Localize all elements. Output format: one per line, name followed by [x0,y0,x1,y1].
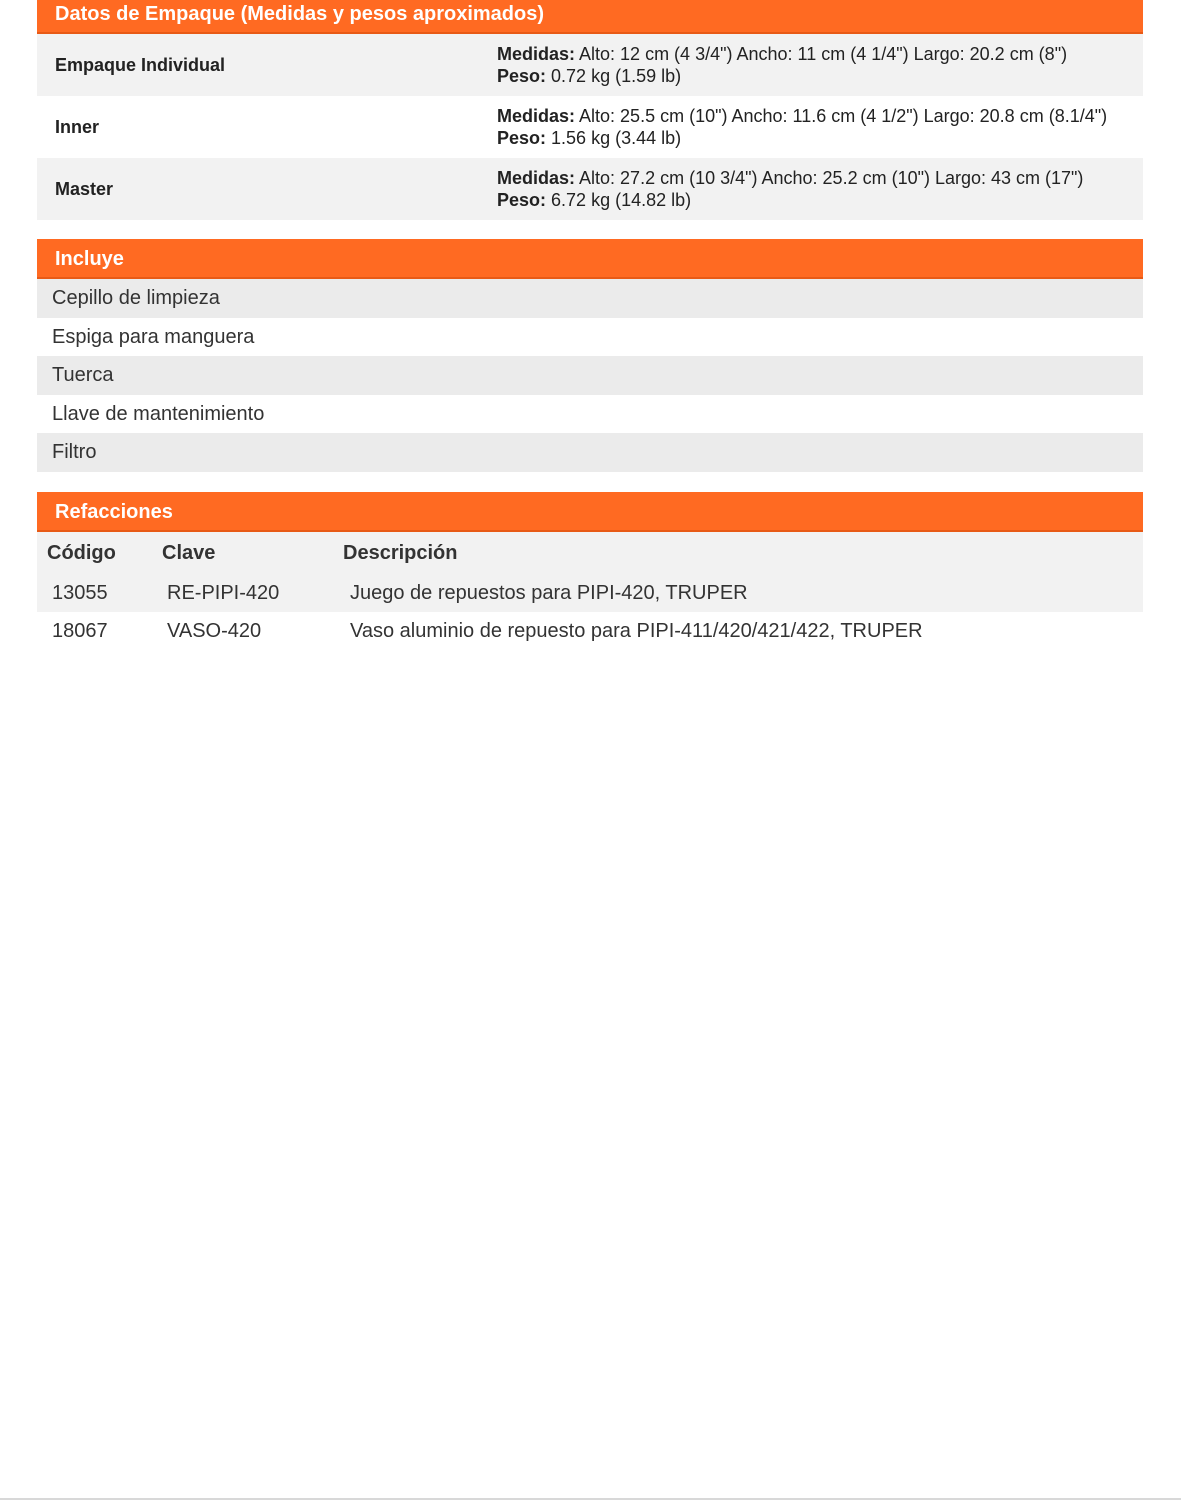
cell-clave: VASO-420 [167,620,262,642]
packaging-label: Empaque Individual [55,54,226,75]
cell-descripcion: Vaso aluminio de repuesto para PIPI-411/420/421/422, TRUPER [350,620,923,642]
table-row [37,574,1143,612]
table-row [37,612,1143,650]
cell-descripcion: Juego de repuestos para PIPI-420, TRUPER [350,582,748,604]
peso-value: 0.72 kg (1.59 lb) [546,66,682,86]
column-header-clave: Clave [162,542,216,564]
packaging-row-inner [37,96,1143,158]
medidas-label: Medidas: [497,106,576,126]
medidas-label: Medidas: [497,44,576,64]
includes-section [37,239,1143,472]
peso-value: 1.56 kg (3.44 lb) [546,128,682,148]
medidas-value: Alto: 27.2 cm (10 3/4") Ancho: 25.2 cm (10") Largo: 43 cm (17") [575,168,1084,188]
list-item: Espiga para manguera [52,325,255,348]
cell-codigo: 18067 [52,620,108,642]
cell-clave: RE-PIPI-420 [167,582,280,604]
peso-value: 6.72 kg (14.82 lb) [546,190,692,210]
peso-label: Peso: [497,66,547,86]
list-item: Cepillo de limpieza [37,279,1143,318]
list-item: Llave de mantenimiento [52,402,265,425]
peso-label: Peso: [497,128,547,148]
packaging-header: Datos de Empaque (Medidas y pesos aproximados) [37,0,1143,34]
medidas-value: Alto: 25.5 cm (10") Ancho: 11.6 cm (4 1/2") Largo: 20.8 cm (8.1/4") [575,106,1108,126]
packaging-label: Inner [55,116,100,137]
parts-table-header [37,532,1143,574]
packaging-row-individual [37,34,1143,96]
peso-label: Peso: [497,190,547,210]
packaging-detail [497,105,1143,149]
list-item: Tuerca [37,356,1143,395]
parts-header: Refacciones [37,492,1143,532]
packaging-detail [497,43,1143,87]
column-header-codigo: Código [47,542,116,564]
includes-header: Incluye [37,239,1143,279]
packaging-row-master [37,158,1143,220]
packaging-section [37,0,1143,220]
packaging-label: Master [55,178,114,199]
medidas-label: Medidas: [497,168,576,188]
column-header-descripcion: Descripción [343,542,458,564]
parts-section [37,492,1143,650]
list-item: Filtro [37,433,1143,472]
packaging-detail [497,167,1143,211]
medidas-value: Alto: 12 cm (4 3/4") Ancho: 11 cm (4 1/4") Largo: 20.2 cm (8") [575,44,1068,64]
cell-codigo: 13055 [52,582,108,604]
